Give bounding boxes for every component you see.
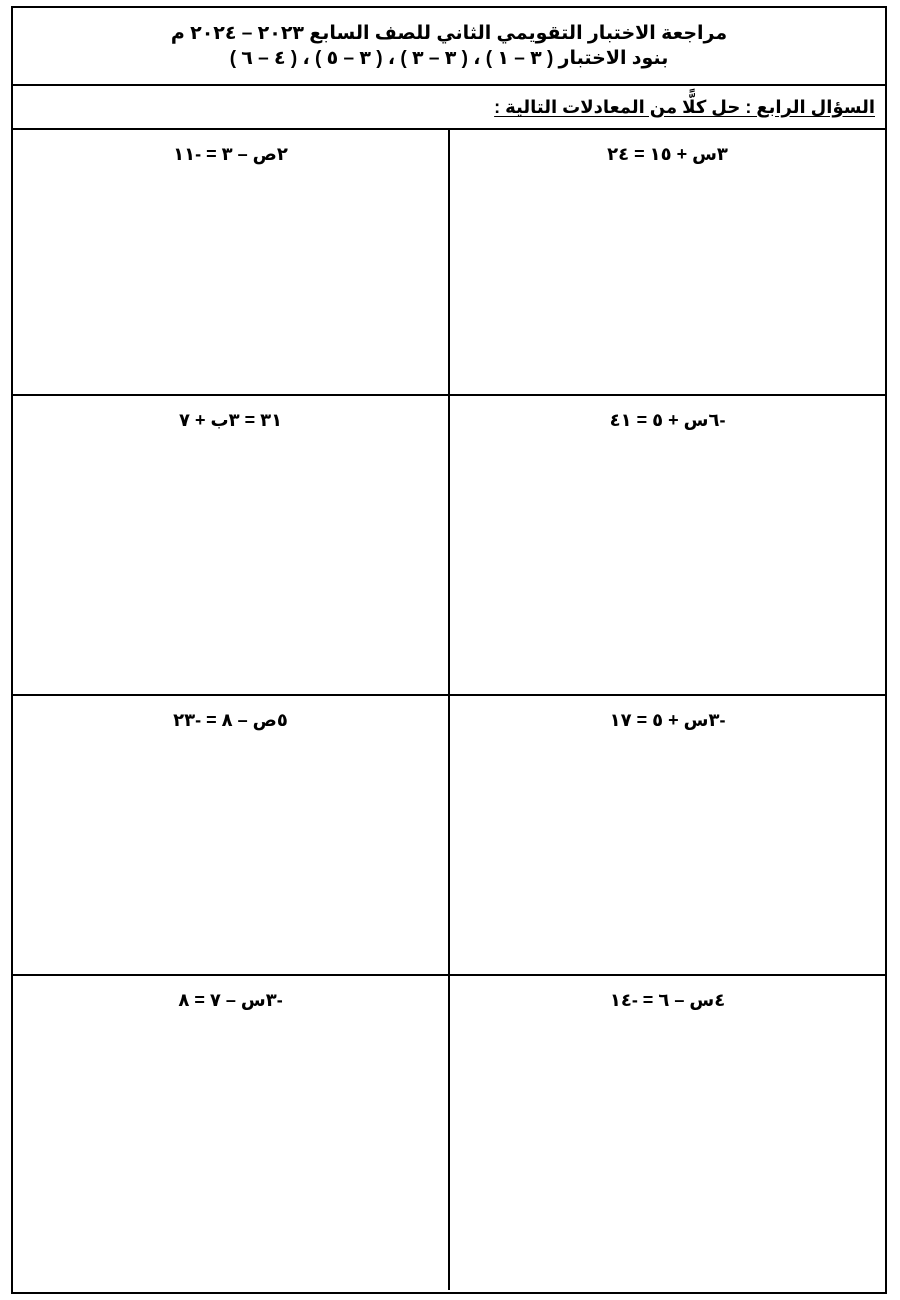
- equation-text: -٣س + ٥ = ١٧: [609, 710, 726, 730]
- equation-text: ٤س – ٦ = -١٤: [609, 990, 726, 1010]
- equation-text: -٣س – ٧ = ٨: [178, 990, 283, 1010]
- equation-text: -٦س + ٥ = ٤١: [609, 410, 726, 430]
- header-title: مراجعة الاختبار التقويمي الثاني للصف السابع ٢٠٢٣ – ٢٠٢٤ م: [170, 23, 728, 44]
- equation-text: ٢ص – ٣ = -١١: [173, 144, 288, 164]
- equation-cell-r4-right: [450, 976, 885, 1290]
- equation-text: ٥ص – ٨ = -٢٣: [173, 710, 288, 730]
- equation-cell-r1-left: [13, 130, 450, 396]
- equation-cell-r2-left: [13, 396, 450, 696]
- equation-cell-r3-right: [450, 696, 885, 976]
- equation-cell-r3-left: [13, 696, 450, 976]
- question-label: السؤال الرابع : حل كلًّا من المعادلات التالية :: [494, 96, 875, 117]
- question-heading: [13, 86, 885, 130]
- worksheet: [11, 6, 887, 1294]
- worksheet-header: [13, 8, 885, 86]
- equation-cell-r4-left: [13, 976, 450, 1290]
- equation-text: ٣س + ١٥ = ٢٤: [607, 144, 728, 164]
- equations-grid: [13, 130, 885, 1292]
- header-test-items: بنود الاختبار ( ٣ – ١ ) ، ( ٣ – ٣ ) ، ( ٣ – ٥ ) ، ( ٤ – ٦ ): [229, 48, 669, 69]
- equation-cell-r2-right: [450, 396, 885, 696]
- equation-text: ٣١ = ٣ب + ٧: [178, 410, 283, 430]
- equation-cell-r1-right: [450, 130, 885, 396]
